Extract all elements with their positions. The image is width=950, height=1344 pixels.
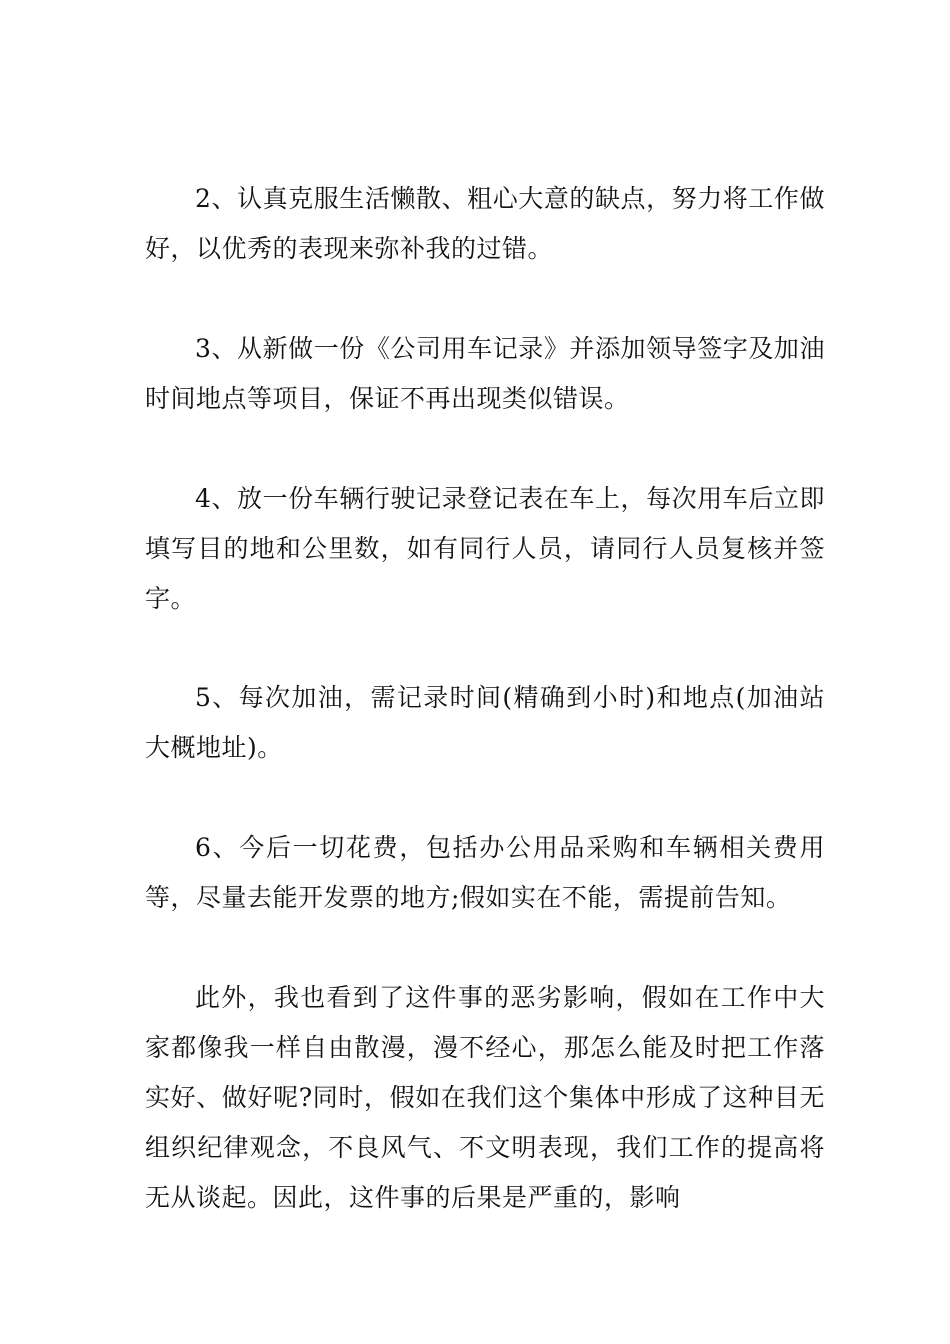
paragraph-item-2: 2、认真克服生活懒散、粗心大意的缺点，努力将工作做好，以优秀的表现来弥补我的过错。 xyxy=(145,184,825,263)
paragraph-item-3: 3、从新做一份《公司用车记录》并添加领导签字及加油时间地点等项目，保证不再出现类似错误。 xyxy=(145,334,825,413)
paragraph-consequences: 此外，我也看到了这件事的恶劣影响，假如在工作中大家都像我一样自由散漫，漫不经心，那怎么能及时把工作落实好、做好呢?同时，假如在我们这个集体中形成了这种目无组织纪律观念，不良风气、不文明表现，我们工作的提高将无从谈起。因此，这件事的后果是严重的，影响 xyxy=(145,983,825,1212)
paragraph-item-5: 5、每次加油，需记录时间(精确到小时)和地点(加油站大概地址)。 xyxy=(145,683,825,762)
paragraph-item-6: 6、今后一切花费，包括办公用品采购和车辆相关费用等，尽量去能开发票的地方;假如实在不能，需提前告知。 xyxy=(145,833,825,912)
paragraph-item-4: 4、放一份车辆行驶记录登记表在车上，每次用车后立即填写目的地和公里数，如有同行人员，请同行人员复核并签字。 xyxy=(145,484,825,613)
